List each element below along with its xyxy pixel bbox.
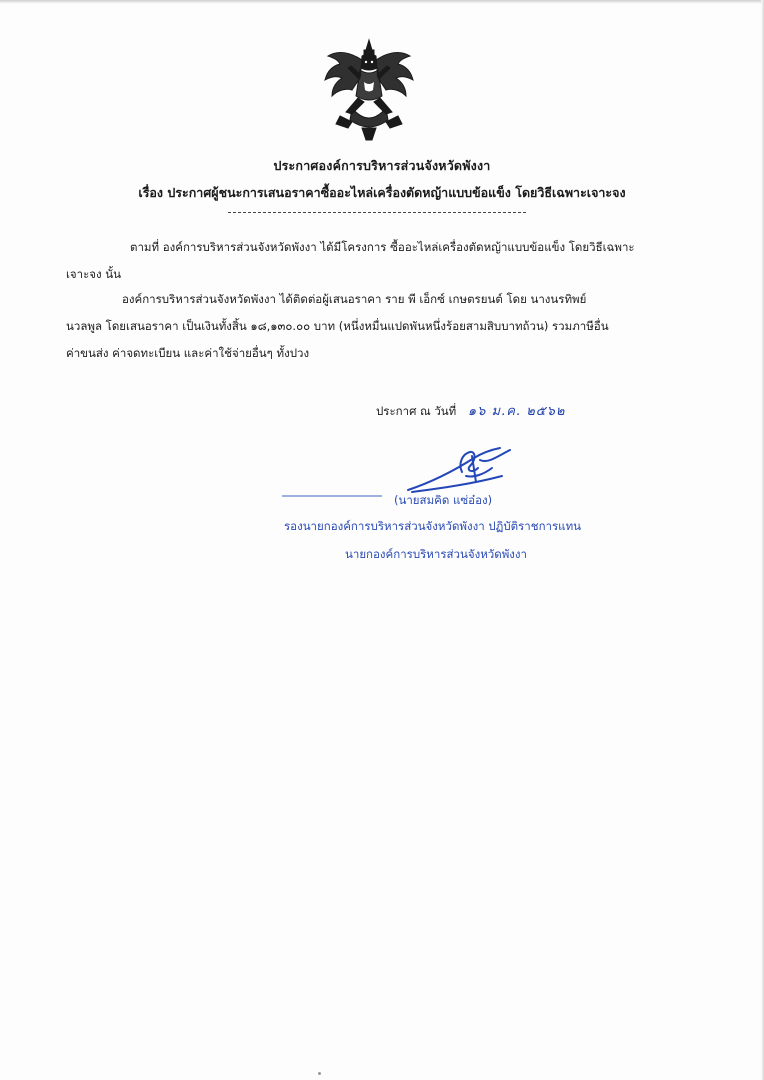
paragraph-1-line-1-text: ตามที่ องค์การบริหารส่วนจังหวัดพังงา ได้มีโครงการ ซื้ออะไหล่เครื่องตัดหญ้าแบบข้อแข็ง โดยวิธีเฉพาะ	[130, 240, 635, 254]
signer-name: (นายสมคิด แซ่อ๋อง)	[394, 493, 493, 507]
body-paragraph-1	[66, 234, 635, 288]
scan-edge-top	[0, 0, 764, 4]
paragraph-2-line-1-text: องค์การบริหารส่วนจังหวัดพังงา ได้ติดต่อผู้เสนอราคา ราย พี เอ็กซ์ เกษตรยนต์ โดย นางนรทิพย์	[122, 292, 587, 306]
announcement-date-handwritten: ๑๖ ม.ค. ๒๕๖๒	[467, 404, 566, 419]
document-title: ประกาศองค์การบริหารส่วนจังหวัดพังงา	[273, 158, 491, 173]
announcement-date-line	[376, 400, 565, 421]
garuda-emblem-icon	[322, 38, 416, 142]
handwritten-signature	[402, 442, 518, 496]
paragraph-2-line-3: ค่าขนส่ง ค่าจดทะเบียน และค่าใช้จ่ายอื่นๆ ทั้งปวง	[66, 346, 310, 360]
paragraph-2-line-2: นวลพูล โดยเสนอราคา เป็นเงินทั้งสิ้น ๑๘,๑๓๐.๐๐ บาท (หนึ่งหมื่นแปดพันหนึ่งร้อยสามสิบบาทถ้วน) รวมภาษีอื่น	[66, 319, 609, 333]
signature-underline-stroke	[282, 494, 382, 498]
scan-speck	[318, 1072, 321, 1075]
body-paragraph-2	[66, 286, 609, 367]
paragraph-1-line-1	[66, 234, 635, 261]
announcement-date-label: ประกาศ ณ วันที่	[376, 404, 457, 418]
paragraph-1-line-2: เจาะจง นั้น	[66, 267, 122, 281]
document-subject: เรื่อง ประกาศผู้ชนะการเสนอราคาซื้ออะไหล่เครื่องตัดหญ้าแบบข้อแข็ง โดยวิธีเฉพาะเจาะจง	[138, 185, 626, 200]
signer-position: รองนายกองค์การบริหารส่วนจังหวัดพังงา ปฏิบัติราชการแทน	[284, 519, 582, 533]
paragraph-2-line-1	[66, 286, 609, 313]
header-divider	[228, 212, 526, 213]
signer-organization: นายกองค์การบริหารส่วนจังหวัดพังงา	[345, 547, 527, 561]
